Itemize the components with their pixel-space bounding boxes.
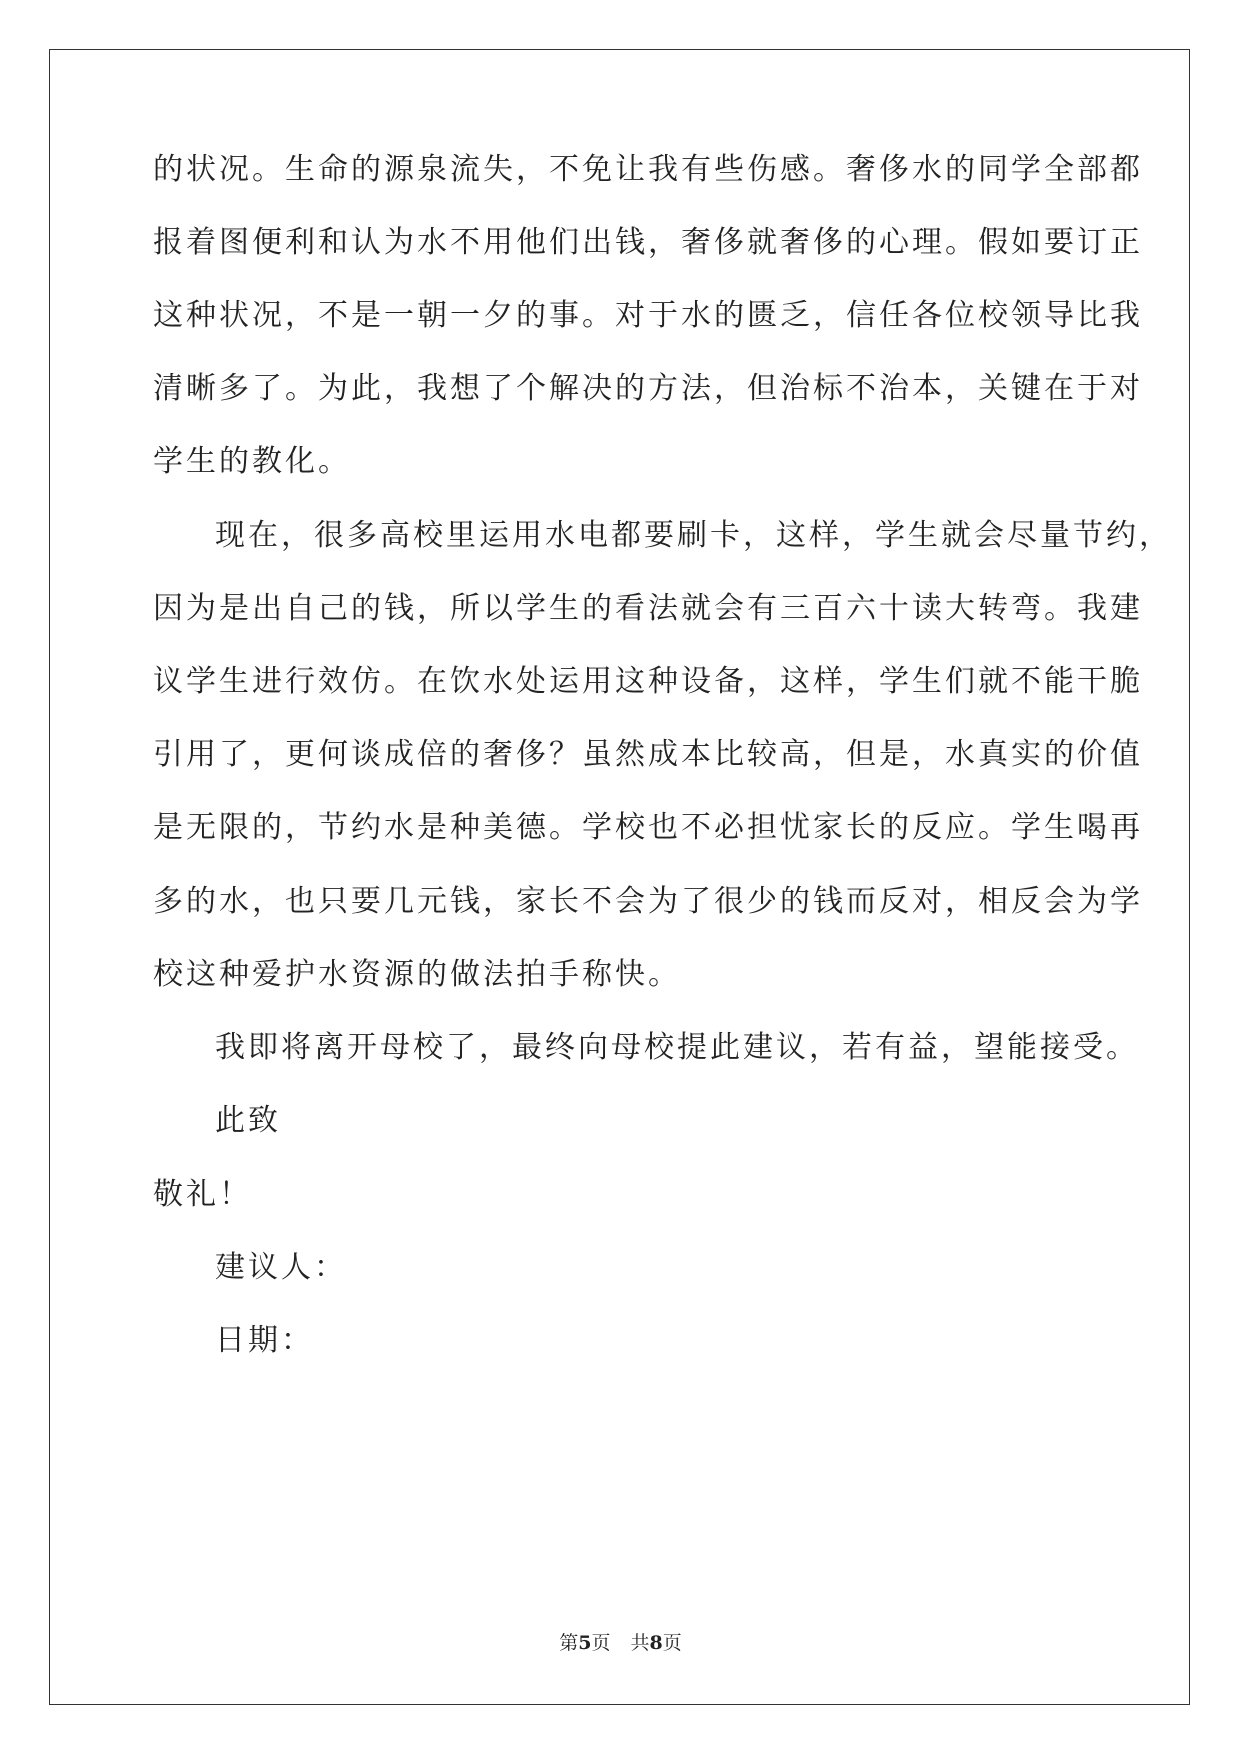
text-line: 的状况。生命的源泉流失，不免让我有些伤感。奢侈水的同学全部都 bbox=[153, 152, 1143, 187]
text-line: 报着图便利和认为水不用他们出钱，奢侈就奢侈的心理。假如要订正 bbox=[153, 225, 1143, 260]
salutation-line: 此致 bbox=[215, 1103, 281, 1138]
text-line: 引用了，更何谈成倍的奢侈？虽然成本比较高，但是，水真实的价值 bbox=[153, 737, 1143, 772]
text-line: 这种状况，不是一朝一夕的事。对于水的匮乏，信任各位校领导比我 bbox=[153, 298, 1143, 333]
page-unit: 页 bbox=[591, 1632, 611, 1654]
signature-line: 建议人： bbox=[215, 1250, 347, 1285]
total-prefix: 共 bbox=[630, 1632, 650, 1654]
page-current: 5 bbox=[578, 1632, 592, 1654]
text-line: 校这种爱护水资源的做法拍手称快。 bbox=[153, 957, 681, 992]
text-line: 多的水，也只要几元钱，家长不会为了很少的钱而反对，相反会为学 bbox=[153, 884, 1143, 919]
total-unit: 页 bbox=[662, 1632, 682, 1654]
date-line: 日期： bbox=[215, 1323, 314, 1358]
text-line: 现在，很多高校里运用水电都要刷卡，这样，学生就会尽量节约， bbox=[215, 518, 1172, 553]
salutation-line: 敬礼！ bbox=[153, 1177, 252, 1212]
text-line: 因为是出自己的钱，所以学生的看法就会有三百六十读大转弯。我建 bbox=[153, 591, 1143, 626]
text-line: 学生的教化。 bbox=[153, 444, 351, 479]
page-prefix: 第 bbox=[559, 1632, 579, 1654]
text-line: 议学生进行效仿。在饮水处运用这种设备，这样，学生们就不能干脆 bbox=[153, 664, 1143, 699]
text-line: 是无限的，节约水是种美德。学校也不必担忧家长的反应。学生喝再 bbox=[153, 810, 1143, 845]
page-total: 8 bbox=[649, 1632, 663, 1654]
text-line: 清晰多了。为此，我想了个解决的方法，但治标不治本，关键在于对 bbox=[153, 371, 1143, 406]
page-footer bbox=[0, 1628, 1241, 1655]
text-line: 我即将离开母校了，最终向母校提此建议，若有益，望能接受。 bbox=[215, 1030, 1139, 1065]
